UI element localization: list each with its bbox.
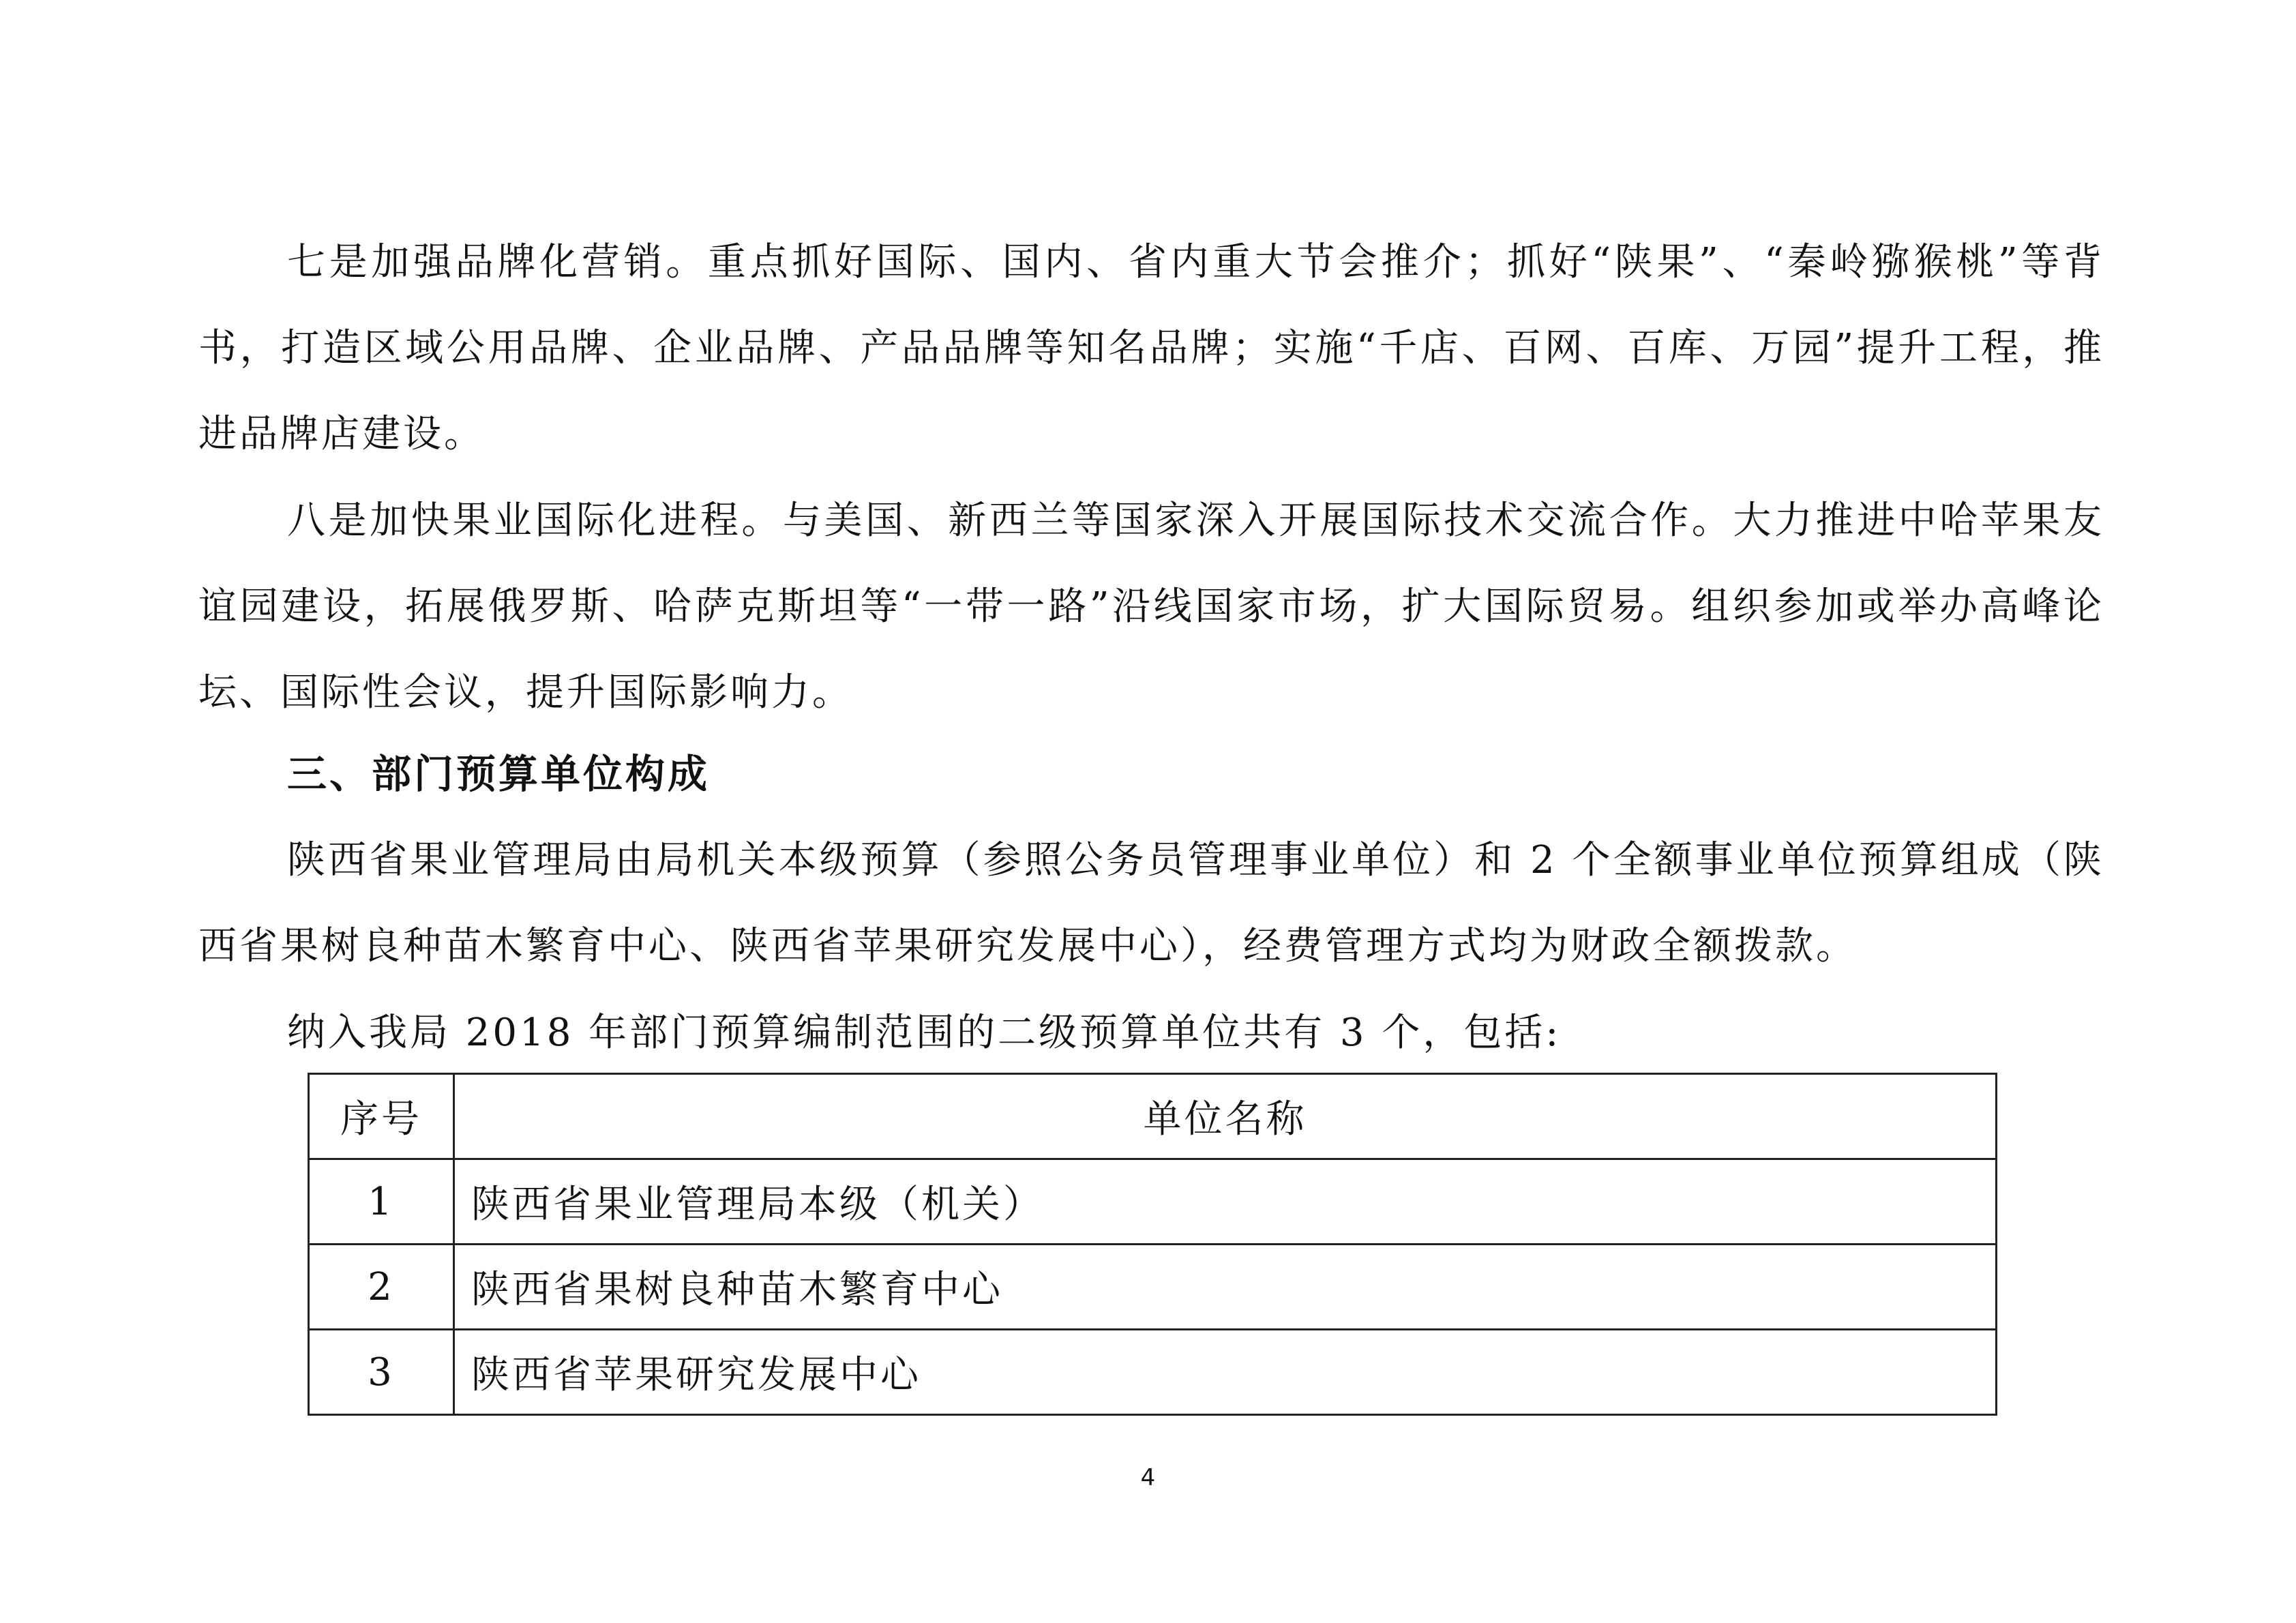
budget-units-table (308, 1073, 1997, 1416)
section-heading-budget-units: 三、部门预算单位构成 (287, 751, 711, 797)
table-row (309, 1159, 1997, 1245)
table-header-seq: 序号 (309, 1074, 454, 1159)
paragraph-internationalization: 八是加快果业国际化进程。与美国、新西兰等国家深入开展国际技术交流合作。大力推进中哈苹果友谊园建设，拓展俄罗斯、哈萨克斯坦等“一带一路”沿线国家市场，扩大国际贸易。组织参加或举办高峰论坛、国际性会议，提升国际影响力。 (198, 498, 2104, 715)
table-cell-name: 陕西省果树良种苗木繁育中心 (454, 1245, 1997, 1330)
table-cell-name: 陕西省果业管理局本级（机关） (454, 1159, 1997, 1245)
page-number: 4 (1140, 1464, 1156, 1491)
table-row (309, 1245, 1997, 1330)
paragraph-secondary-units-intro: 纳入我局 2018 年部门预算编制范围的二级预算单位共有 3 个，包括: (287, 1011, 1562, 1055)
table-cell-seq: 2 (309, 1245, 454, 1330)
paragraph-brand-marketing: 七是加强品牌化营销。重点抓好国际、国内、省内重大节会推介；抓好“陕果”、“秦岭猕猴桃”等背书，打造区域公用品牌、企业品牌、产品品牌等知名品牌；实施“千店、百网、百库、万园”提升工程，推进品牌店建设。 (198, 240, 2104, 456)
table-row (309, 1330, 1997, 1415)
paragraph-budget-composition: 陕西省果业管理局由局机关本级预算（参照公务员管理事业单位）和 2 个全额事业单位预算组成（陕西省果树良种苗木繁育中心、陕西省苹果研究发展中心），经费管理方式均为财政全额拨款。 (198, 838, 2104, 968)
table-header-name: 单位名称 (454, 1074, 1997, 1159)
table-cell-seq: 1 (309, 1159, 454, 1245)
table-header-row (309, 1074, 1997, 1159)
table-cell-seq: 3 (309, 1330, 454, 1415)
table-cell-name: 陕西省苹果研究发展中心 (454, 1330, 1997, 1415)
